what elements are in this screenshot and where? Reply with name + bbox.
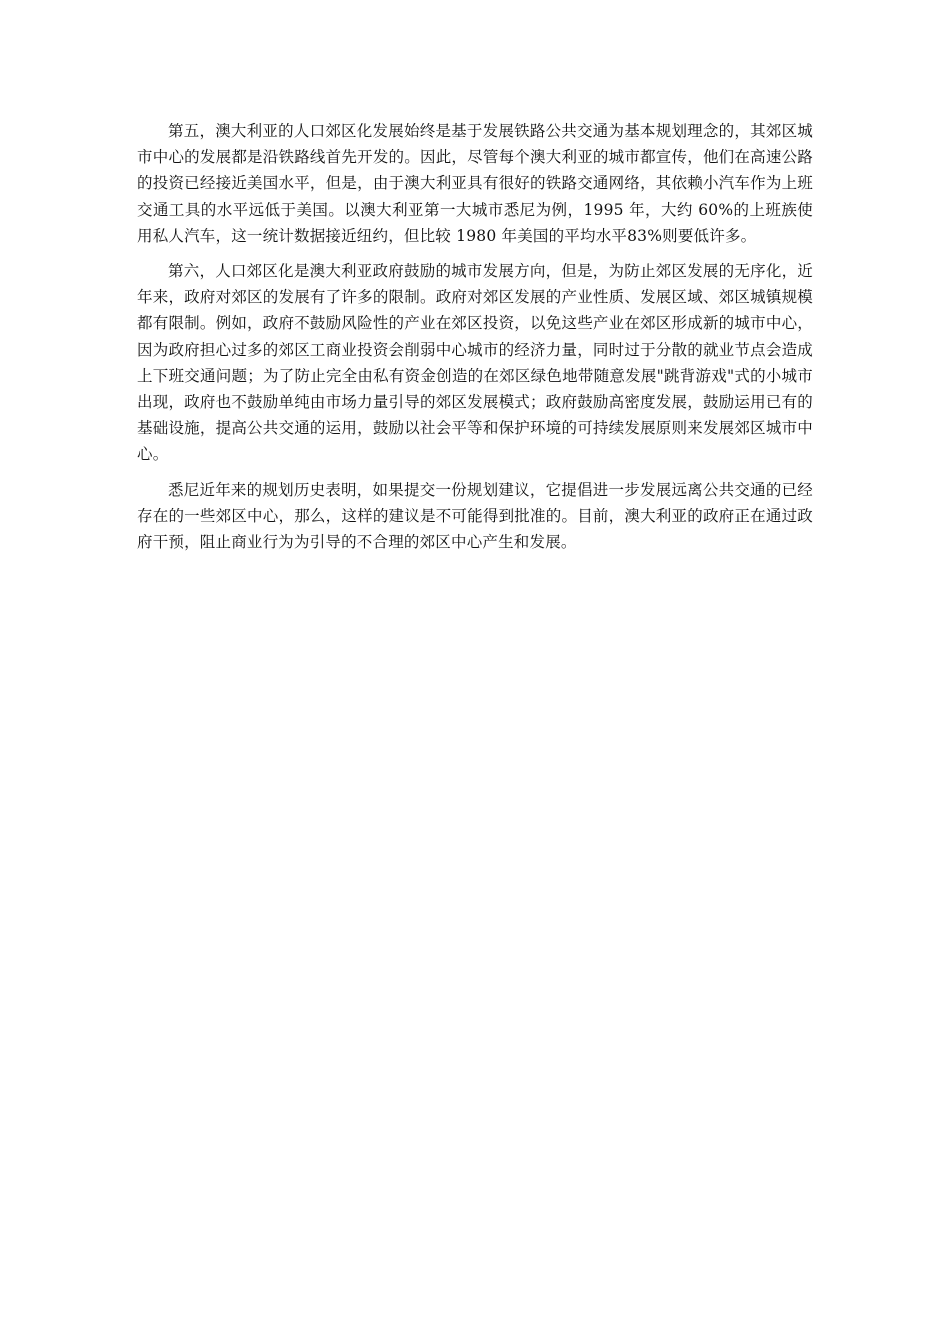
paragraph-sixth-point: 第六，人口郊区化是澳大利亚政府鼓励的城市发展方向，但是，为防止郊区发展的无序化，近年来，政府对郊区的发展有了许多的限制。政府对郊区发展的产业性质、发展区域、郊区城镇规模都有限制。例如，政府不鼓励风险性的产业在郊区投资，以免这些产业在郊区形成新的城市中心，因为政府担心过多的郊区工商业投资会削弱中心城市的经济力量，同时过于分散的就业节点会造成上下班交通问题；为了防止完全由私有资金创造的在郊区绿色地带随意发展"跳背游戏"式的小城市出现，政府也不鼓励单纯由市场力量引导的郊区发展模式；政府鼓励高密度发展，鼓励运用已有的基础设施，提高公共交通的运用，鼓励以社会平等和保护环境的可持续发展原则来发展郊区城市中心。	[137, 262, 813, 464]
paragraph-fifth-point: 第五，澳大利亚的人口郊区化发展始终是基于发展铁路公共交通为基本规划理念的，其郊区城市中心的发展都是沿铁路线首先开发的。因此，尽管每个澳大利亚的城市都宣传，他们在高速公路的投资已经接近美国水平，但是，由于澳大利亚具有很好的铁路交通网络，其依赖小汽车作为上班交通工具的水平远低于美国。以澳大利亚第一大城市悉尼为例，1995 年，大约 60%的上班族使用私人汽车，这一统计数据接近纽约，但比较 1980 年美国的平均水平83%则要低许多。	[137, 122, 813, 245]
paragraph-sydney-planning: 悉尼近年来的规划历史表明，如果提交一份规划建议，它提倡进一步发展远离公共交通的已经存在的一些郊区中心，那么，这样的建议是不可能得到批准的。目前，澳大利亚的政府正在通过政府干预，阻止商业行为为引导的不合理的郊区中心产生和发展。	[137, 480, 813, 552]
document-body	[137, 118, 813, 564]
